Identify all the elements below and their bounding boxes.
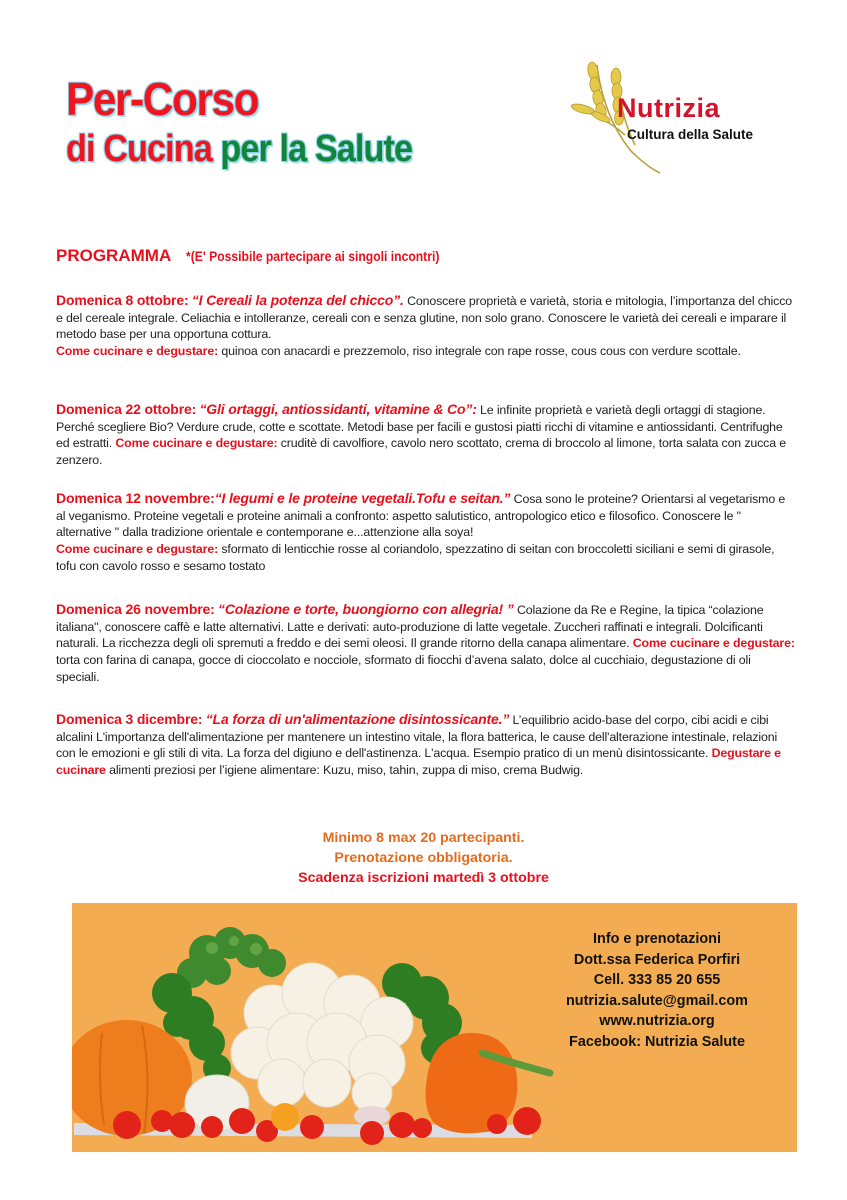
session-text-2: sformato di lenticchie rosse al coriandolo, spezzatino di seitan con broccoletti siciliani e semi di girasole, tofu con cavolo rosso e sesamo tostato — [56, 542, 775, 573]
contact-name: Dott.ssa Federica Porfiri — [573, 951, 741, 968]
title-red-part: di Cucina — [66, 128, 212, 170]
session-title: “I legumi e le proteine vegetali.Tofu e seitan.” — [214, 490, 511, 506]
session-5 — [56, 711, 796, 779]
contact-email[interactable]: nutrizia.salute@gmail.com — [566, 992, 748, 1009]
session-date: Domenica 12 novembre: — [56, 490, 215, 506]
session-text: Colazione da Re e Regine, la tipica “colazione italiana", conoscere caffè e latte alternativi. Latte e derivati: auto-produzione di latte vegetale. Zuccheri raffinati e integrali. Dolcificanti naturali. La ricchezza degli oli spremuti a freddo e dei semi oleosi. Il grande ritorno della canapa alimentare. — [56, 603, 764, 651]
logo-name: Nutrizia — [617, 93, 721, 123]
contact-phone[interactable]: Cell. 333 85 20 655 — [593, 972, 721, 988]
session-text: Le infinite proprietà e varietà degli ortaggi di stagione. Perché scegliere Bio? Verdure crude, cotte e scottate. Metodi base per facili e gustosi piatti ricchi di vitamine e antiossidanti. Centrifughe ed estratti. — [56, 403, 783, 451]
programma-label: PROGRAMMA — [56, 246, 172, 265]
session-text-2: quinoa con anacardi e prezzemolo, riso integrale con rape rosse, cous cous con verdure scottale. — [218, 344, 741, 359]
session-cook-label: Degustare e cucinare — [56, 746, 781, 778]
session-date: Domenica 8 ottobre: — [56, 292, 189, 308]
programma-heading — [56, 246, 467, 266]
contact-banner — [72, 903, 797, 1152]
session-cook-label: Come cucinare e degustare: — [56, 542, 219, 557]
participants-note — [0, 828, 847, 888]
session-text-2: torta con farina di canapa, gocce di cioccolato e nocciole, sformato di fiocchi d’avena salato, dolce al cucchiaio, degustazione di oli speciali. — [56, 653, 751, 684]
contact-website[interactable]: www.nutrizia.org — [599, 1013, 715, 1029]
session-1 — [56, 292, 796, 360]
session-text: Conoscere proprietà e varietà, storia e mitologia, l’importanza del chicco e del cereale integrale. Celiachia e intolleranze, cereali con e senza glutine, non solo grano. Conoscere le varietà dei cereali e imparare il metodo base per una opportuna cottura. — [56, 294, 792, 342]
logo-tagline: Cultura della Salute — [627, 127, 754, 142]
session-title: “Gli ortaggi, antiossidanti, vitamine & Co”: — [199, 401, 477, 417]
session-date: Domenica 3 dicembre: — [56, 711, 203, 727]
session-3 — [56, 490, 796, 575]
booking-line: Prenotazione obbligatoria. — [334, 850, 513, 866]
contact-info — [522, 929, 792, 1052]
session-2 — [56, 401, 796, 469]
contact-facebook[interactable]: Facebook: Nutrizia Salute — [569, 1033, 745, 1050]
session-text-2: alimenti preziosi per l’igiene alimentare: Kuzu, miso, tahin, zuppa di miso, crema Budwig. — [105, 763, 584, 778]
session-title: “I Cereali la potenza del chicco”. — [191, 292, 404, 308]
session-cook-label: Come cucinare e degustare: — [632, 636, 795, 651]
session-4 — [56, 601, 796, 686]
session-title: “Colazione e torte, buongiorno con allegria! ” — [217, 601, 514, 617]
session-text: Cosa sono le proteine? Orientarsi al vegetarismo e al veganismo. Proteine vegetali e proteine animali a confronto: aspetto salutistico, antropologico etico e filosofico. Conoscere le " alternative " dalla tradizione orientale e contemporane e...attenzione alla soya! — [56, 492, 786, 540]
session-title: “La forza di un'alimentazione disintossicante.” — [205, 711, 510, 727]
session-text: L’equilibrio acido-base del corpo, cibi acidi e cibi alcalini L'importanza dell'alimentazione per mantenere un intestino vitale, la flora batterica, le cause dell'alterazione intestinale, relazioni con le emozioni e gli stili di vita. La forza del digiuno e dell'astinenza. L'acqua. Esempio pratico di un menù disintossicante. — [56, 713, 778, 761]
vegetables-image — [72, 903, 562, 1152]
title-line1: Per-Corso — [66, 73, 259, 125]
deadline-line: Scadenza iscrizioni martedì 3 ottobre — [298, 870, 549, 886]
title-line2 — [66, 128, 412, 171]
participants-line: Minimo 8 max 20 partecipanti. — [322, 830, 525, 846]
session-cook-label: Come cucinare e degustare: — [56, 344, 219, 359]
title-green-part: per la Salute — [220, 128, 413, 170]
session-cook-label: Come cucinare e degustare: — [115, 436, 278, 451]
session-date: Domenica 22 ottobre: — [56, 401, 197, 417]
programma-note: *(E' Possibile partecipare ai singoli incontri) — [185, 249, 440, 264]
session-date: Domenica 26 novembre: — [56, 601, 215, 617]
session-text-2: cruditè di cavolfiore, cavolo nero scottato, crema di broccolo al limone, torta salata con zucca e zenzero. — [56, 436, 786, 468]
contact-heading: Info e prenotazioni — [593, 931, 721, 947]
